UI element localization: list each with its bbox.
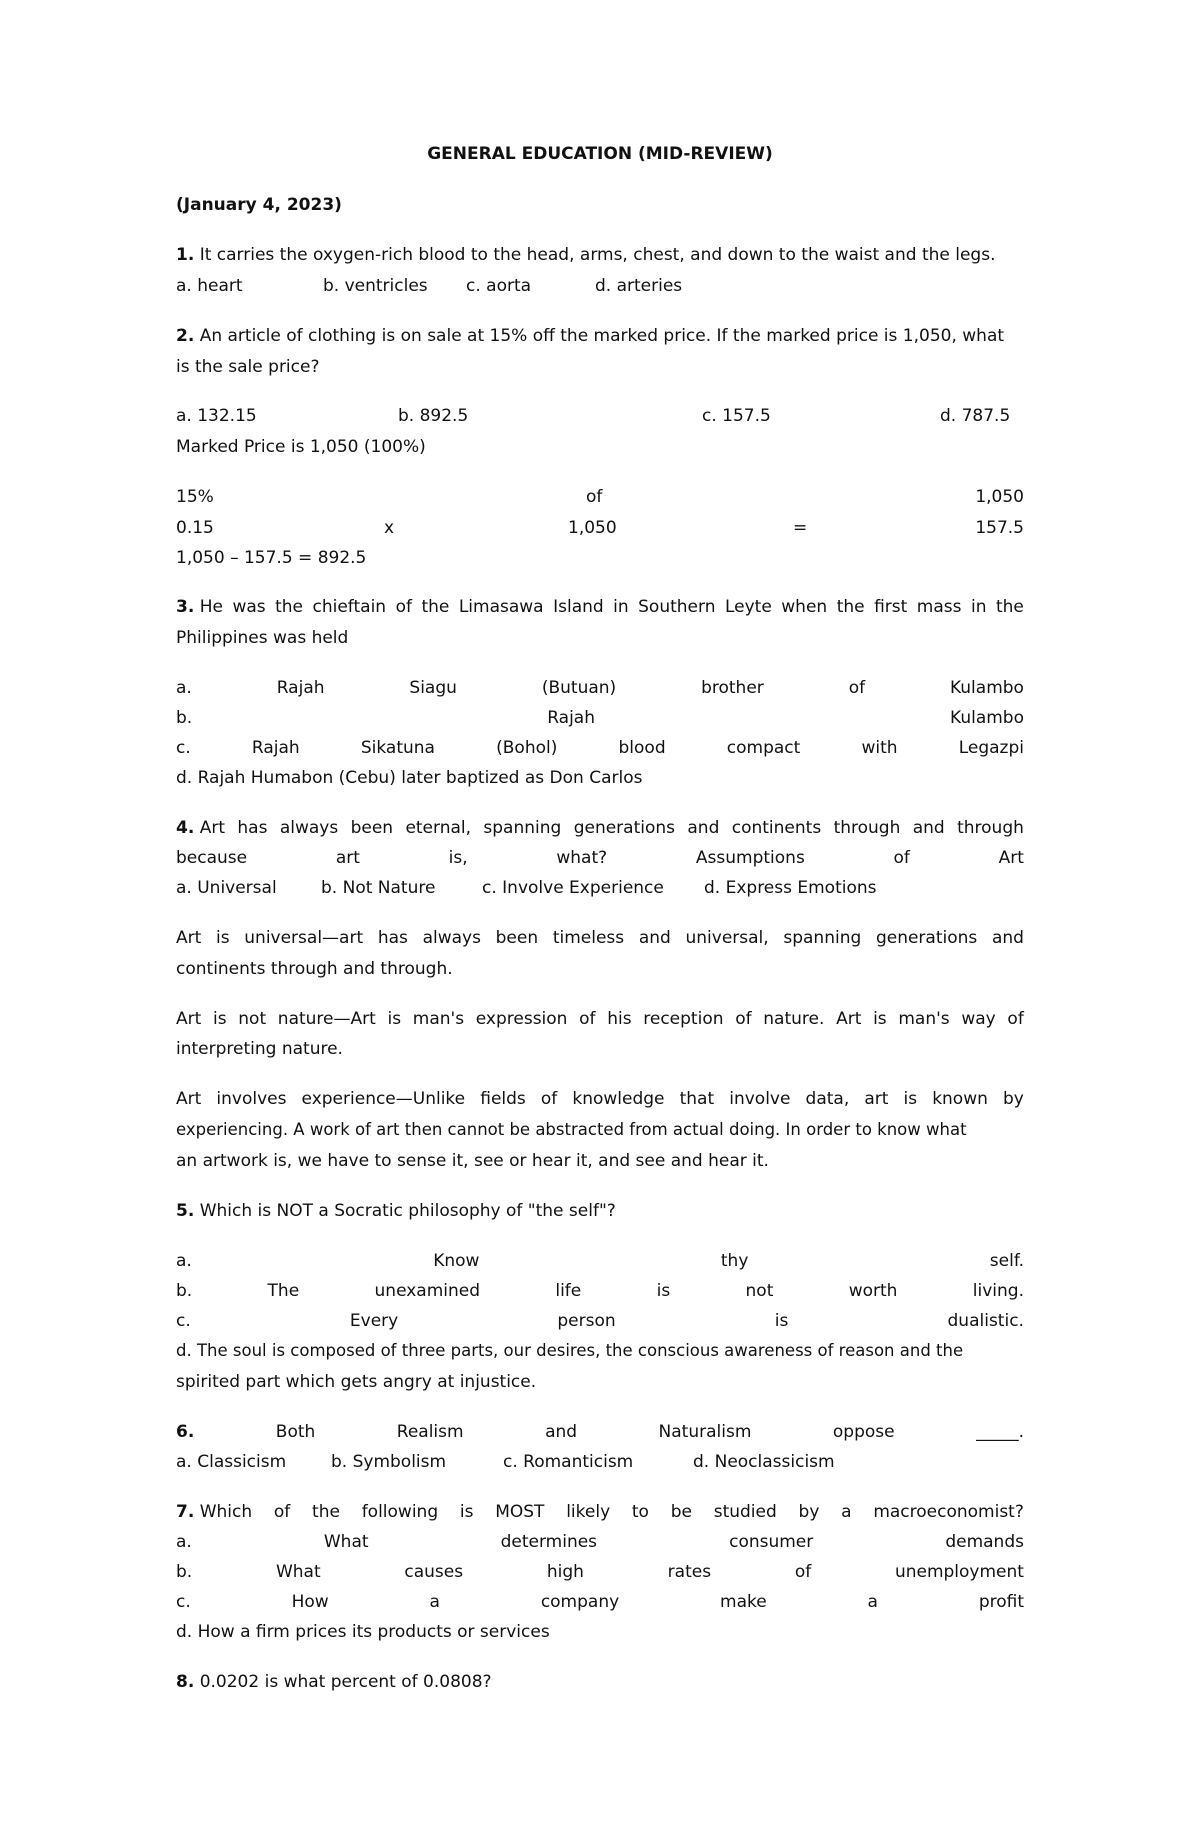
option-d: d. Rajah Humabon (Cebu) later baptized as Don Carlos	[176, 768, 643, 788]
option-d: d. arteries	[595, 276, 683, 296]
question-4-line2: because art is, what? Assumptions of Art	[176, 848, 1024, 868]
option-a: a. Classicism	[176, 1452, 287, 1472]
question-number: 1.	[176, 245, 195, 265]
option-d: d. 787.5	[940, 406, 1011, 426]
option-b: b. 892.5	[398, 406, 469, 426]
option-c: c. Involve Experience	[482, 878, 664, 898]
question-1	[176, 244, 1024, 266]
option-c: c. aorta	[466, 276, 532, 296]
question-8	[176, 1671, 1024, 1693]
explanation-paragraph: Art involves experience—Unlike fields of knowledge that involve data, art is known by	[176, 1089, 1024, 1109]
option-a: a. Know thy self.	[176, 1251, 1024, 1271]
option-c: c. Rajah Sikatuna (Bohol) blood compact with Legazpi	[176, 738, 1024, 758]
option-d: d. Neoclassicism	[693, 1452, 835, 1472]
solution-term: x	[384, 518, 395, 538]
option-b: b. ventricles	[323, 276, 428, 296]
option-d: d. Express Emotions	[704, 878, 877, 898]
option-d: d. How a firm prices its products or services	[176, 1622, 550, 1642]
solution-term: 1,050	[975, 487, 1024, 507]
option-a: a. Rajah Siagu (Butuan) brother of Kulambo	[176, 678, 1024, 698]
question-7: 7. Which of the following is MOST likely to be studied by a macroeconomist?	[176, 1502, 1024, 1522]
option-b: b. The unexamined life is not worth living.	[176, 1281, 1024, 1301]
question-text: An article of clothing is on sale at 15% off the marked price. If the marked price is 1,050, what	[199, 326, 1005, 346]
option-c: c. Every person is dualistic.	[176, 1311, 1024, 1331]
explanation-paragraph: Art is not nature—Art is man's expression of his reception of nature. Art is man's way of	[176, 1009, 1024, 1029]
question-number: 4.	[176, 818, 195, 838]
question-6: 6. Both Realism and Naturalism oppose _____.	[176, 1422, 1024, 1442]
question-number: 7.	[176, 1502, 195, 1522]
option-d-continued: spirited part which gets angry at injustice.	[176, 1372, 537, 1392]
explanation-line: an artwork is, we have to sense it, see or hear it, and see and hear it.	[176, 1151, 769, 1171]
option-b: b. Rajah Kulambo	[176, 708, 1024, 728]
question-4: 4. Art has always been eternal, spanning generations and continents through and through	[176, 818, 1024, 838]
solution-line: 1,050 – 157.5 = 892.5	[176, 548, 367, 568]
date-line: (January 4, 2023)	[176, 195, 342, 215]
option-a: a. Universal	[176, 878, 277, 898]
question-2	[176, 325, 1024, 347]
solution-term: =	[793, 518, 808, 538]
option-c: c. 157.5	[702, 406, 771, 426]
question-text: Which is NOT a Socratic philosophy of "the self"?	[199, 1201, 616, 1221]
option-b: b. Not Nature	[321, 878, 436, 898]
explanation-line: experiencing. A work of art then cannot be abstracted from actual doing. In order to know what	[176, 1120, 967, 1139]
question-text: 0.0202 is what percent of 0.0808?	[199, 1672, 492, 1692]
question-number: 6.	[176, 1422, 195, 1442]
question-2-line2: is the sale price?	[176, 357, 320, 377]
option-c: c. Romanticism	[503, 1452, 634, 1472]
option-b: b. What causes high rates of unemployment	[176, 1562, 1024, 1582]
option-a: a. heart	[176, 276, 243, 296]
explanation-line: continents through and through.	[176, 959, 453, 979]
explanation-line: interpreting nature.	[176, 1039, 343, 1059]
question-3-line2: Philippines was held	[176, 628, 349, 648]
option-b: b. Symbolism	[331, 1452, 447, 1472]
option-c: c. How a company make a profit	[176, 1592, 1024, 1612]
question-number: 2.	[176, 326, 195, 346]
solution-line: Marked Price is 1,050 (100%)	[176, 437, 426, 457]
solution-term: 15%	[176, 487, 214, 507]
page-title: GENERAL EDUCATION (MID-REVIEW)	[427, 144, 773, 164]
question-number: 8.	[176, 1672, 195, 1692]
explanation-paragraph: Art is universal—art has always been timeless and universal, spanning generations and	[176, 928, 1024, 948]
solution-term: 0.15	[176, 518, 214, 538]
question-number: 3.	[176, 597, 195, 617]
option-d: d. The soul is composed of three parts, our desires, the conscious awareness of reason and the	[176, 1341, 964, 1360]
question-3: 3. He was the chieftain of the Limasawa Island in Southern Leyte when the first mass in the	[176, 597, 1024, 617]
solution-term: 1,050	[568, 518, 617, 538]
question-5	[176, 1200, 1024, 1222]
solution-term: 157.5	[975, 518, 1024, 538]
question-number: 5.	[176, 1201, 195, 1221]
option-a: a. 132.15	[176, 406, 257, 426]
solution-term: of	[586, 487, 603, 507]
option-a: a. What determines consumer demands	[176, 1532, 1024, 1552]
question-text: It carries the oxygen-rich blood to the head, arms, chest, and down to the waist and the legs.	[199, 245, 996, 265]
